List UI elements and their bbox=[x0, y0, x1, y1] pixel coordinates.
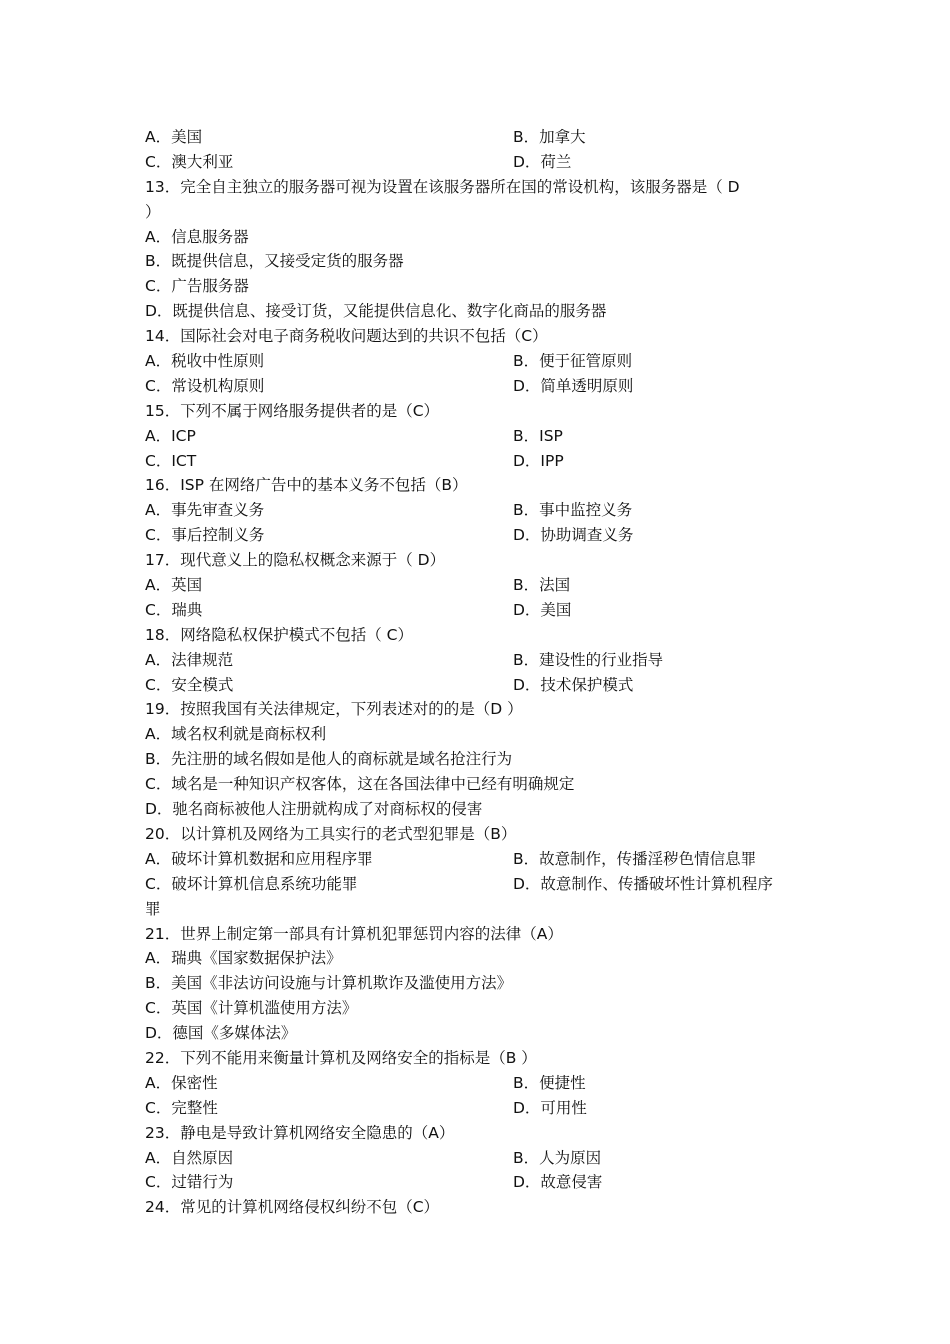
option-left: C．ICT bbox=[145, 451, 197, 470]
option-right: D．故意侵害 bbox=[513, 1173, 603, 1192]
option-right: D．美国 bbox=[513, 600, 572, 619]
text-line: B．美国《非法访问设施与计算机欺诈及滥使用方法》 bbox=[145, 974, 513, 993]
option-left: C．过错行为 bbox=[145, 1173, 234, 1192]
option-right: D．技术保护模式 bbox=[513, 675, 634, 694]
option-row bbox=[145, 673, 815, 698]
text-line: 22．下列不能用来衡量计算机及网络安全的指标是（B ） bbox=[145, 1048, 537, 1067]
option-right: B．人为原因 bbox=[513, 1148, 602, 1167]
text-line: 14．国际社会对电子商务税收问题达到的共识不包括（C） bbox=[145, 327, 548, 346]
document-page bbox=[145, 125, 815, 1220]
option-left: A．美国 bbox=[145, 128, 203, 146]
option-left: C．澳大利亚 bbox=[145, 152, 234, 171]
option-right: B．ISP bbox=[513, 426, 563, 445]
option-row bbox=[145, 598, 815, 623]
option-row bbox=[145, 125, 815, 150]
text-line: A．信息服务器 bbox=[145, 227, 249, 246]
text-line: 18．网络隐私权保护模式不包括（ C） bbox=[145, 625, 413, 644]
option-left: C．完整性 bbox=[145, 1098, 218, 1117]
option-row bbox=[145, 1170, 815, 1195]
option-left: C．常设机构原则 bbox=[145, 376, 265, 395]
option-row bbox=[145, 523, 815, 548]
option-left: C．安全模式 bbox=[145, 675, 234, 694]
option-right: B．加拿大 bbox=[513, 128, 586, 146]
text-line: A．域名权利就是商标权利 bbox=[145, 725, 327, 744]
option-right: B．事中监控义务 bbox=[513, 501, 633, 520]
text-line: 19．按照我国有关法律规定，下列表述对的的是（D ） bbox=[145, 700, 523, 719]
text-line: D．驰名商标被他人注册就构成了对商标权的侵害 bbox=[145, 800, 483, 819]
text-line: D．既提供信息、接受订货，又能提供信息化、数字化商品的服务器 bbox=[145, 302, 607, 321]
option-left: A．英国 bbox=[145, 576, 203, 595]
option-row bbox=[145, 1146, 815, 1171]
option-row bbox=[145, 648, 815, 673]
option-right: D．协助调查义务 bbox=[513, 526, 634, 545]
option-row bbox=[145, 449, 815, 474]
option-left: C．破坏计算机信息系统功能罪 bbox=[145, 874, 358, 893]
text-line: 17．现代意义上的隐私权概念来源于（ D） bbox=[145, 551, 446, 570]
option-right: B．法国 bbox=[513, 576, 571, 595]
text-line: 20．以计算机及网络为工具实行的老式型犯罪是（B） bbox=[145, 824, 517, 843]
option-row bbox=[145, 1096, 815, 1121]
option-left: A．法律规范 bbox=[145, 650, 234, 669]
option-row bbox=[145, 847, 815, 872]
text-line: ） bbox=[145, 202, 161, 221]
option-right: D．荷兰 bbox=[513, 152, 572, 171]
text-line: 16．ISP 在网络广告中的基本义务不包括（B） bbox=[145, 476, 468, 495]
option-right: B．建设性的行业指导 bbox=[513, 650, 664, 669]
option-left: C．瑞典 bbox=[145, 600, 203, 619]
option-left: A．保密性 bbox=[145, 1073, 218, 1092]
option-row bbox=[145, 1071, 815, 1096]
option-left: C．事后控制义务 bbox=[145, 526, 265, 545]
text-line: 24．常见的计算机网络侵权纠纷不包（C） bbox=[145, 1198, 440, 1217]
option-row bbox=[145, 374, 815, 399]
text-line: 13．完全自主独立的服务器可视为设置在该服务器所在国的常设机构，该服务器是（ D bbox=[145, 177, 740, 196]
option-left: A．自然原因 bbox=[145, 1148, 234, 1167]
text-line: 23．静电是导致计算机网络安全隐患的（A） bbox=[145, 1123, 455, 1142]
option-left: A．税收中性原则 bbox=[145, 352, 265, 371]
option-right: D．可用性 bbox=[513, 1098, 587, 1117]
text-line: C．英国《计算机滥使用方法》 bbox=[145, 999, 358, 1018]
text-line: 21．世界上制定第一部具有计算机犯罪惩罚内容的法律（A） bbox=[145, 924, 563, 943]
option-right: D．IPP bbox=[513, 451, 564, 470]
option-row bbox=[145, 573, 815, 598]
text-line: 15．下列不属于网络服务提供者的是（C） bbox=[145, 401, 440, 420]
option-row bbox=[145, 349, 815, 374]
text-line: A．瑞典《国家数据保护法》 bbox=[145, 949, 342, 968]
option-row bbox=[145, 872, 815, 897]
option-right: B．故意制作，传播淫秽色情信息罪 bbox=[513, 849, 757, 868]
option-right: B．便于征管原则 bbox=[513, 352, 633, 371]
option-right: D．简单透明原则 bbox=[513, 376, 634, 395]
option-left: A．事先审查义务 bbox=[145, 501, 265, 520]
option-row bbox=[145, 424, 815, 449]
option-left: A．ICP bbox=[145, 426, 196, 445]
option-right: B．便捷性 bbox=[513, 1073, 586, 1092]
text-line: C．广告服务器 bbox=[145, 277, 249, 296]
option-right: D．故意制作、传播破坏性计算机程序 bbox=[513, 874, 773, 893]
text-line: B．先注册的域名假如是他人的商标就是域名抢注行为 bbox=[145, 750, 513, 769]
text-line: C．域名是一种知识产权客体，这在各国法律中已经有明确规定 bbox=[145, 775, 575, 794]
option-left: A．破坏计算机数据和应用程序罪 bbox=[145, 849, 373, 868]
option-row bbox=[145, 150, 815, 175]
text-line: 罪 bbox=[145, 899, 161, 918]
text-line: D．德国《多媒体法》 bbox=[145, 1024, 297, 1043]
option-row bbox=[145, 498, 815, 523]
text-line: B．既提供信息，又接受定货的服务器 bbox=[145, 252, 404, 271]
